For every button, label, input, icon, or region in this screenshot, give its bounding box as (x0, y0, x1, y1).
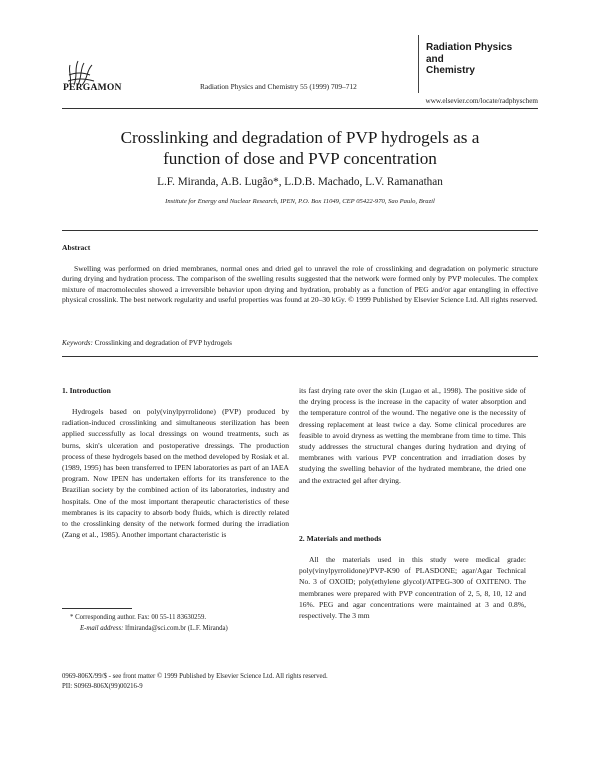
footnote-rule (62, 608, 132, 609)
abstract-top-rule (62, 230, 538, 231)
title-line-1: Crosslinking and degradation of PVP hydrogels as a (120, 128, 480, 147)
keywords-text: Crosslinking and degradation of PVP hydrogels (94, 339, 232, 347)
email-address[interactable]: lfmiranda@sci.com.br (L.F. Miranda) (125, 625, 228, 632)
intro-paragraph-continued: its fast drying rate over the skin (Lugao et al., 1998). The positive side of the drying process is the increase in the capacity of water absorption and the temperature control of the wound. The negative one is the necessity of dressing replacement at least twice a day. Some clinical procedures are feasible to avoid dryness as wetting the membrane from time to time. This study addresses the structural changes during hydration and drying of membranes with various PVP concentration and irradiation doses by studying the swelling behavior of the hydrated membrane, the dried one and the extracted gel after drying. (299, 386, 526, 485)
keywords (62, 339, 232, 347)
publisher-name: PERGAMON (63, 82, 122, 93)
section-heading-introduction: 1. Introduction (62, 386, 111, 395)
abstract-text: Swelling was performed on dried membranes, normal ones and dried gel to unravel the role of crosslinking and degradation on polymeric structure during drying and hydration process. The comparison of the swelling results suggested that the network were formed only by PVP molecules. The complex mixture of macromolecules showed a irreversible behavior upon drying and hydration, probably as a function of PEG and/or agar entangling in effective physical crosslink. The best network regularity and useful properties was found at 20–30 kGy. © 1999 Published by Elsevier Science Ltd. All rights reserved. (62, 264, 538, 304)
intro-paragraph-1: Hydrogels based on poly(vinylpyrrolidone) (PVP) produced by radiation-induced crosslinking and simultaneous sterilization has been applied successfully as local dressings on wound treatments, such as burns, skin's ulceration and postoperative dressings. The production process of these hydrogels based on the method developed by Rosiak et al. (1989, 1995) has been transferred to IPEN laboratories as part of an IAEA program. Now IPEN has undertaken efforts for its transference to the Brazilian society by the combined action of its laboratories, industry and hospitals. One of the most important therapeutic characteristics of these membranes is its capacity to absorb body fluids, which is directly related to the crosslinking density of the network formed during the irradiation (Zang et al., 1985). Another important characteristic is (62, 407, 289, 540)
section-heading-methods: 2. Materials and methods (299, 534, 382, 543)
affiliation: Institute for Energy and Nuclear Research, IPEN, P.O. Box 11049, CEP 05422-970, Sao Paulo, Brazil (165, 198, 435, 205)
abstract-heading: Abstract (62, 243, 91, 252)
email-label: E-mail address: (80, 625, 124, 632)
journal-url[interactable]: www.elsevier.com/locate/radphyschem (425, 97, 538, 105)
article-title (62, 127, 538, 169)
journal-logo-line2: and (426, 53, 444, 65)
issn-line: 0969-806X/99/$ - see front matter © 1999 Published by Elsevier Science Ltd. All rights reserved. (62, 673, 328, 680)
abstract-bottom-rule (62, 356, 538, 357)
left-column (62, 406, 289, 540)
pii-line: PII: S0969-806X(99)00216-9 (62, 683, 143, 690)
issn-block (62, 672, 328, 692)
methods-column (299, 554, 526, 621)
journal-logo (426, 42, 512, 77)
title-line-2: function of dose and PVP concentration (163, 149, 437, 168)
methods-paragraph-1: All the materials used in this study were medical grade: poly(vinylpyrrolidone)/PVP-K90 of PLASDONE; agar/Agar Technical No. 3 of OXOID; poly(ethylene glycol)/ATPEG-300 of OXITENO. The membranes were prepared with PVP concentration of 2, 5, 8, 10, 12 and 16%. PEG and agar concentrations were maintained at 3 and 0.8%, respectively. The 3 mm (299, 555, 526, 621)
footnote-email (80, 624, 320, 634)
journal-logo-line3: Chemistry (426, 65, 475, 76)
journal-logo-line1: Radiation Physics (426, 42, 513, 53)
footnote-corresponding: * Corresponding author. Fax: 00 55-11 83630259. (70, 614, 207, 621)
header-rule (62, 108, 538, 109)
keywords-label: Keywords: (62, 339, 93, 347)
right-column (299, 385, 526, 486)
author-list: L.F. Miranda, A.B. Lugão*, L.D.B. Machado, L.V. Ramanathan (157, 176, 443, 188)
journal-citation: Radiation Physics and Chemistry 55 (1999) 709–712 (200, 82, 357, 91)
